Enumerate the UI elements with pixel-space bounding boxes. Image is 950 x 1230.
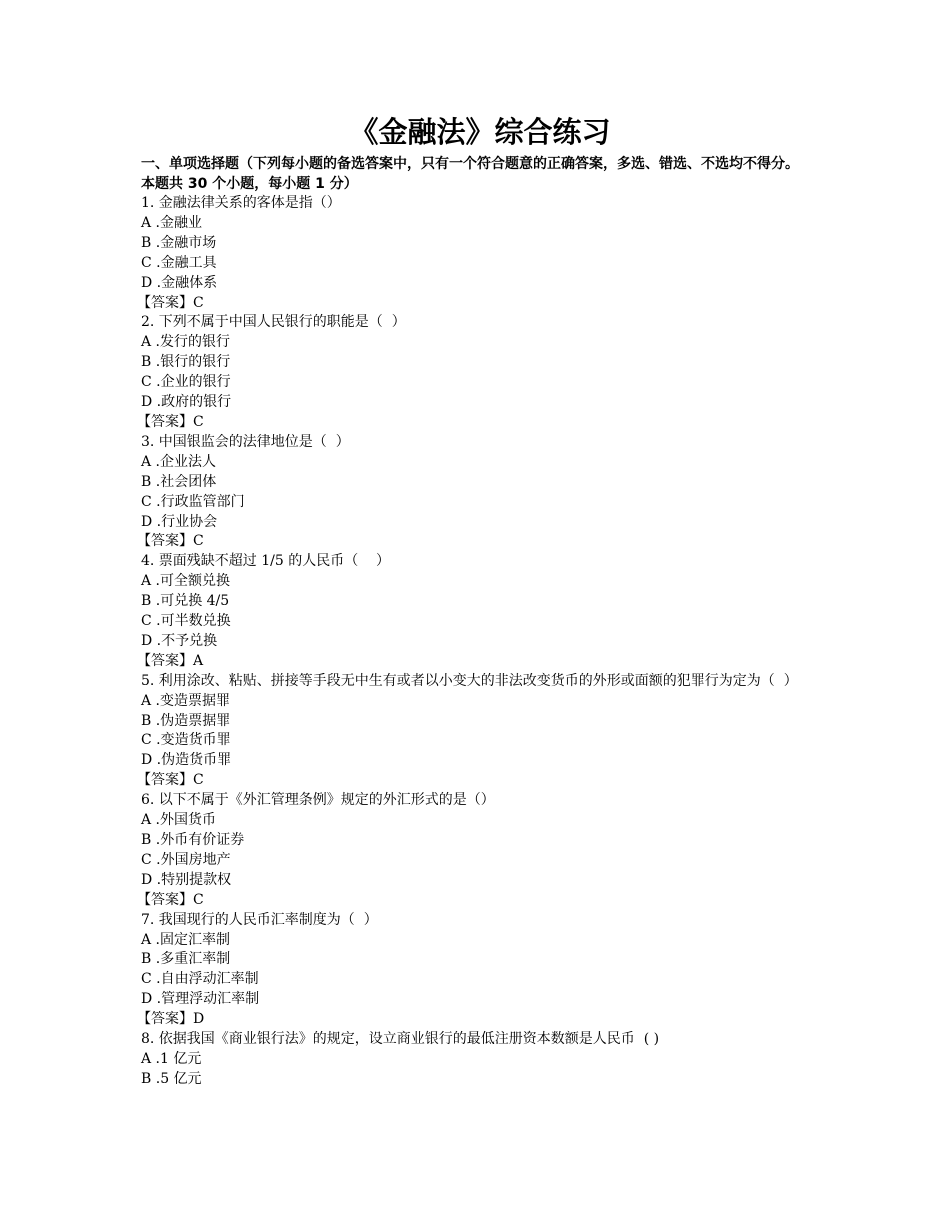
- answer-key: 【答案】A: [137, 652, 204, 669]
- answer-option: A .金融业: [141, 214, 203, 231]
- answer-option: A .1 亿元: [141, 1050, 202, 1067]
- answer-option: D .金融体系: [141, 274, 218, 291]
- answer-key: 【答案】C: [137, 891, 204, 908]
- question-stem: 1. 金融法律关系的客体是指（）: [141, 195, 341, 211]
- document-title: 《金融法》综合练习: [349, 115, 611, 149]
- question-block: [137, 313, 811, 432]
- answer-option: D .特别提款权: [141, 871, 232, 888]
- question-list: [137, 194, 811, 1090]
- answer-option: C .变造货币罪: [141, 732, 231, 749]
- question-block: [137, 552, 811, 671]
- answer-option: B .社会团体: [141, 473, 217, 490]
- answer-option: A .发行的银行: [141, 334, 231, 351]
- answer-option: D .政府的银行: [141, 394, 232, 411]
- question-stem: 7. 我国现行的人民币汇率制度为（ ）: [141, 911, 378, 928]
- answer-option: B .银行的银行: [141, 354, 231, 371]
- question-stem: 4. 票面残缺不超过 1/5 的人民币（ ）: [141, 553, 391, 570]
- answer-key: 【答案】C: [137, 294, 204, 311]
- question-stem: 2. 下列不属于中国人民银行的职能是（ ）: [141, 314, 406, 331]
- answer-option: C .自由浮动汇率制: [141, 971, 259, 988]
- answer-option: D .管理浮动汇率制: [141, 991, 260, 1008]
- question-stem: 5. 利用涂改、粘贴、拼接等手段无中生有或者以小变大的非法改变货币的外形或面额的犯罪行为定为（ ）: [141, 672, 798, 689]
- question-block: [137, 911, 811, 1030]
- question-block: [137, 433, 811, 552]
- answer-option: D .不予兑换: [141, 632, 218, 649]
- answer-option: C .外国房地产: [141, 851, 231, 868]
- question-block: [137, 791, 811, 910]
- answer-key: 【答案】C: [137, 533, 204, 550]
- answer-option: B .多重汇率制: [141, 951, 231, 968]
- answer-option: B .伪造票据罪: [141, 712, 231, 729]
- answer-option: B .可兑换 4/5: [141, 593, 230, 610]
- question-stem: 3. 中国银监会的法律地位是（ ）: [141, 433, 350, 450]
- answer-option: B .外币有价证券: [141, 832, 245, 848]
- answer-key: 【答案】C: [137, 772, 204, 789]
- answer-option: C .行政监管部门: [141, 493, 245, 510]
- question-block: [137, 194, 811, 313]
- answer-option: B .5 亿元: [141, 1070, 202, 1087]
- answer-option: A .可全额兑换: [141, 573, 231, 590]
- answer-option: A .变造票据罪: [141, 692, 231, 709]
- question-block: [141, 1030, 811, 1090]
- answer-option: C .金融工具: [141, 254, 217, 271]
- answer-option: A .企业法人: [141, 453, 217, 470]
- answer-option: D .伪造货币罪: [141, 752, 232, 769]
- answer-option: A .固定汇率制: [141, 931, 231, 948]
- answer-option: C .可半数兑换: [141, 613, 231, 630]
- answer-key: 【答案】C: [137, 413, 204, 430]
- answer-option: C .企业的银行: [141, 374, 231, 391]
- section-header: 一、单项选择题（下列每小题的备选答案中，只有一个符合题意的正确答案，多选、错选、不选均不得分。本题共 30 个小题，每小题 1 分）: [141, 156, 799, 192]
- answer-key: 【答案】D: [137, 1011, 205, 1028]
- document-page: [137, 110, 811, 1090]
- question-block: [137, 672, 811, 791]
- answer-option: D .行业协会: [141, 513, 218, 530]
- question-stem: 8. 依据我国《商业银行法》的规定，设立商业银行的最低注册资本数额是人民币 ( ): [141, 1031, 660, 1048]
- question-stem: 6. 以下不属于《外汇管理条例》规定的外汇形式的是（）: [141, 792, 495, 809]
- answer-option: A .外国货币: [141, 812, 217, 829]
- answer-option: B .金融市场: [141, 234, 217, 251]
